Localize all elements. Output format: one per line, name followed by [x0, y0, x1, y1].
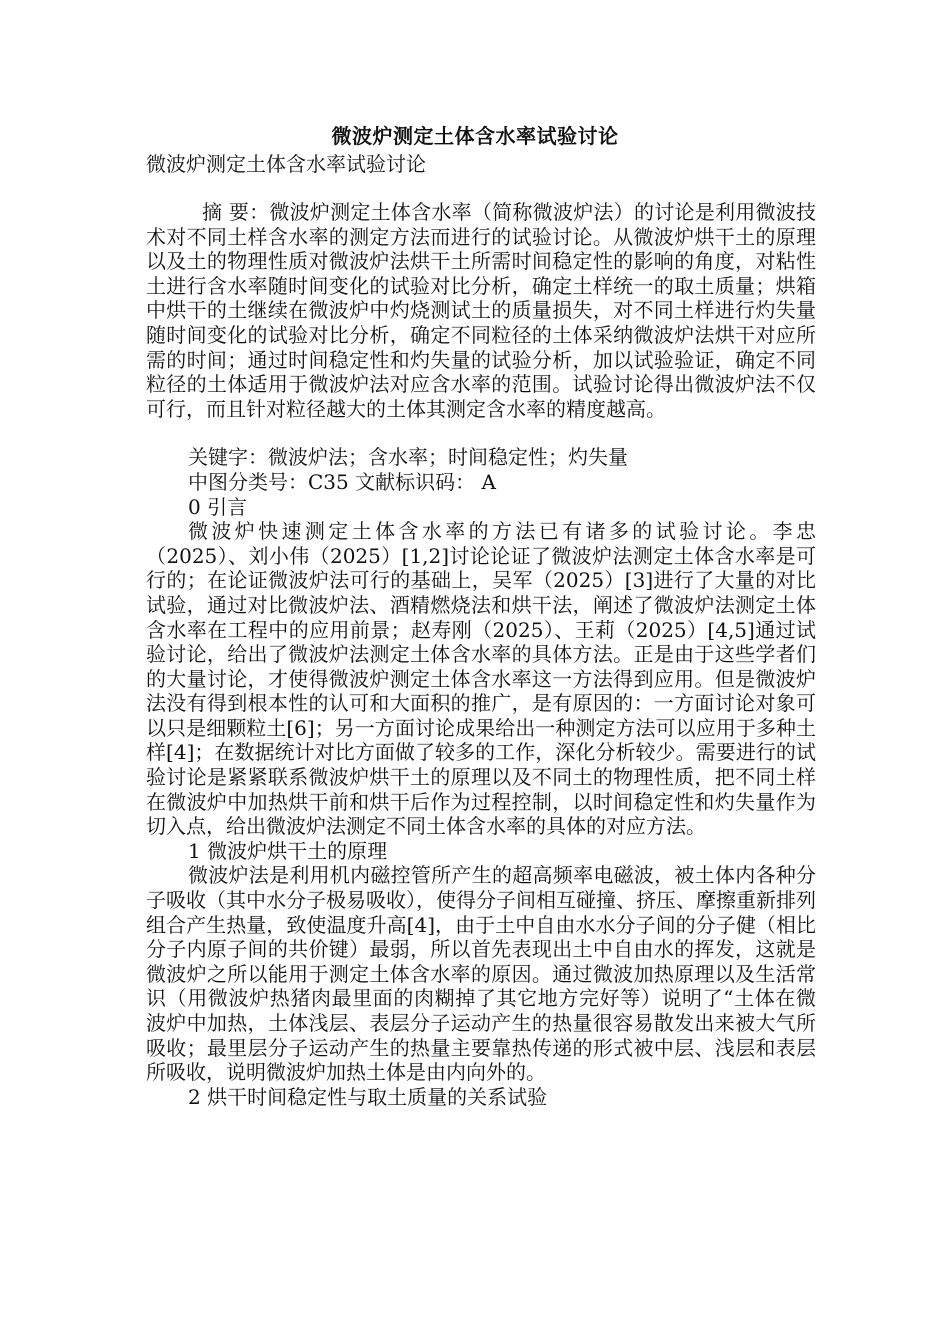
- section-heading-experiment: 2 烘干时间稳定性与取土质量的关系试验: [188, 1084, 548, 1109]
- document-body: [146, 200, 816, 1109]
- section-heading-introduction: 0 引言: [188, 494, 248, 519]
- document-title: 微波炉测定土体含水率试验讨论: [331, 124, 619, 148]
- introduction-paragraph: 微波炉快速测定土体含水率的方法已有诸多的试验讨论。李忠（2025）、刘小伟（2025）[1,2]讨论论证了微波炉法测定土体含水率是可行的；在论证微波炉法可行的基础上，吴军（2025）[3]进行了大量的对比试验，通过对比微波炉法、酒精燃烧法和烘干法，阐述了微波炉法测定土体含水率在工程中的应用前景；赵寿刚（2025）、王莉（2025）[4,5]通过试验讨论，给出了微波炉法测定土体含水率的具体方法。正是由于这些学者们的大量讨论，才使得微波炉测定土体含水率这一方法得到应用。但是微波炉法没有得到根本性的认可和大面积的推广，是有原因的：一方面讨论对象可以只是细颗粒土[6]；另一方面讨论成果给出一种测定方法可以应用于多种土样[4]；在数据统计对比方面做了较多的工作，深化分析较少。需要进行的试验讨论是紧紧联系微波炉烘干土的原理以及不同土的物理性质，把不同土样在微波炉中加热烘干前和烘干后作为过程控制，以时间稳定性和灼失量作为切入点，给出微波炉法测定不同土体含水率的具体的对应方法。: [146, 519, 816, 839]
- document-subtitle: 微波炉测定土体含水率试验讨论: [146, 152, 426, 176]
- section-heading-principle: 1 微波炉烘干土的原理: [188, 838, 388, 863]
- keywords-line: 关键字：微波炉法；含水率；时间稳定性；灼失量: [188, 445, 628, 470]
- principle-paragraph: 微波炉法是利用机内磁控管所产生的超高频率电磁波，被土体内各种分子吸收（其中水分子极易吸收），使得分子间相互碰撞、挤压、摩擦重新排列组合产生热量，致使温度升高[4]，由于土中自由水水分子间的分子健（相比分子内原子间的共价键）最弱，所以首先表现出土中自由水的挥发，这就是微波炉之所以能用于测定土体含水率的原因。通过微波加热原理以及生活常识（用微波炉热猪肉最里面的肉糊掉了其它地方完好等）说明了“土体在微波炉中加热，土体浅层、表层分子运动产生的热量很容易散发出来被大气所吸收；最里层分子运动产生的热量主要靠热传递的形式被中层、浅层和表层所吸收，说明微波炉加热土体是由内向外的。: [146, 863, 816, 1085]
- classification-line: 中图分类号：C35 文献标识码： A: [188, 469, 496, 494]
- abstract-paragraph: 摘 要：微波炉测定土体含水率（简称微波炉法）的讨论是利用微波技术对不同土样含水率的测定方法而进行的试验讨论。从微波炉烘干土的原理以及土的物理性质对微波炉法烘干土所需时间稳定性的影响的角度，对粘性土进行含水率随时间变化的试验对比分析，确定土样统一的取土质量；烘箱中烘干的土继续在微波炉中灼烧测试土的质量损失，对不同土样进行灼失量随时间变化的试验对比分析，确定不同粒径的土体采纳微波炉法烘干对应所需的时间；通过时间稳定性和灼失量的试验分析，加以试验验证，确定不同粒径的土体适用于微波炉法对应含水率的范围。试验讨论得出微波炉法不仅可行，而且针对粒径越大的土体其测定含水率的精度越高。: [146, 200, 816, 421]
